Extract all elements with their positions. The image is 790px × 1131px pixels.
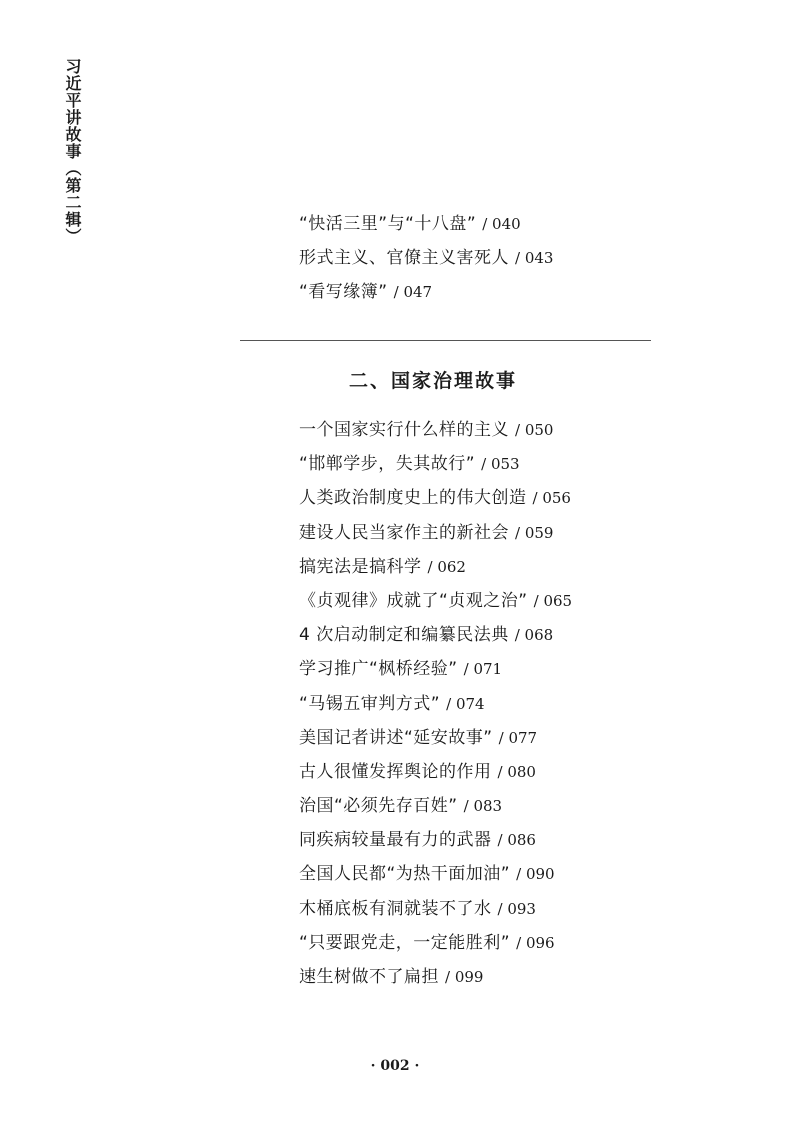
toc-list-top	[299, 207, 553, 310]
toc-entry[interactable]	[299, 687, 572, 721]
toc-entry-page: / 047	[393, 283, 433, 302]
toc-entry[interactable]	[299, 618, 572, 652]
toc-entry[interactable]	[299, 516, 572, 550]
toc-entry-page: / 077	[498, 728, 538, 747]
toc-entry-page: / 062	[427, 557, 466, 576]
toc-entry[interactable]	[299, 721, 572, 755]
toc-entry[interactable]	[299, 413, 572, 447]
toc-entry-page: / 096	[516, 933, 555, 952]
toc-entry-title: “只要跟党走，一定能胜利”	[299, 932, 511, 953]
toc-entry-page: / 083	[463, 797, 503, 816]
toc-entry[interactable]	[299, 207, 553, 241]
toc-entry[interactable]	[299, 926, 572, 960]
toc-entry[interactable]	[299, 550, 572, 584]
toc-entry-page: / 071	[463, 660, 503, 679]
toc-entry-title: 建设人民当家作主的新社会	[299, 522, 509, 543]
toc-entry-page: / 050	[515, 421, 554, 439]
toc-entry-title: “看写缘簿”	[299, 282, 388, 303]
toc-entry[interactable]	[299, 652, 572, 686]
toc-list-main	[299, 413, 572, 994]
toc-entry[interactable]	[299, 857, 572, 891]
toc-entry[interactable]	[299, 584, 572, 618]
toc-entry[interactable]	[299, 447, 572, 481]
toc-entry-title: 速生树做不了扁担	[299, 967, 439, 987]
toc-entry[interactable]	[299, 241, 553, 275]
toc-entry-page: / 068	[514, 626, 554, 645]
toc-entry[interactable]	[299, 823, 572, 857]
toc-entry-page: / 086	[497, 831, 536, 850]
toc-entry[interactable]	[299, 481, 572, 515]
toc-entry-page: / 093	[497, 899, 536, 918]
toc-entry-title: 搞宪法是搞科学	[299, 556, 422, 577]
section-divider	[240, 340, 651, 341]
toc-entry-page: / 080	[497, 762, 536, 781]
toc-entry-page: / 099	[445, 968, 484, 986]
toc-entry[interactable]	[299, 755, 572, 789]
toc-entry-title: 学习推广“枫桥经验”	[299, 659, 458, 680]
toc-entry-title: 全国人民都“为热干面加油”	[299, 864, 511, 885]
toc-entry-title: 同疾病较量最有力的武器	[299, 830, 492, 851]
toc-entry-page: / 040	[482, 215, 521, 233]
section-heading: 二、国家治理故事	[349, 370, 518, 392]
toc-entry-title: 《贞观律》成就了“贞观之治”	[299, 590, 528, 611]
toc-entry-title: “马锡五审判方式”	[299, 693, 441, 714]
toc-entry-title: 治国“必须先存百姓”	[299, 796, 458, 817]
toc-entry-page: / 053	[481, 455, 520, 474]
toc-entry-title: 人类政治制度史上的伟大创造	[299, 488, 527, 509]
page-number: · 002 ·	[370, 1058, 420, 1074]
toc-entry[interactable]	[299, 789, 572, 823]
toc-entry-title: 美国记者讲述“延安故事”	[299, 727, 493, 748]
toc-entry-page: / 043	[515, 249, 554, 268]
toc-entry[interactable]	[299, 892, 572, 926]
toc-entry-title: “邯郸学步，失其故行”	[299, 454, 476, 475]
toc-entry-page: / 090	[516, 865, 555, 884]
toc-entry-page: / 074	[446, 694, 485, 713]
toc-entry-page: / 059	[515, 523, 554, 542]
running-title: 习近平讲故事（第二辑）	[63, 58, 82, 245]
toc-entry-page: / 056	[532, 489, 571, 508]
toc-entry-title: 古人很懂发挥舆论的作用	[299, 761, 492, 782]
toc-entry-title: 一个国家实行什么样的主义	[299, 420, 509, 440]
toc-entry[interactable]	[299, 275, 553, 309]
toc-entry-title: 形式主义、官僚主义害死人	[299, 248, 509, 269]
toc-entry-title: “快活三里”与“十八盘”	[299, 214, 477, 234]
toc-entry[interactable]	[299, 960, 572, 994]
toc-entry-title: 4 次启动制定和编纂民法典	[299, 625, 509, 646]
toc-entry-page: / 065	[533, 591, 573, 610]
toc-entry-title: 木桶底板有洞就装不了水	[299, 898, 492, 919]
